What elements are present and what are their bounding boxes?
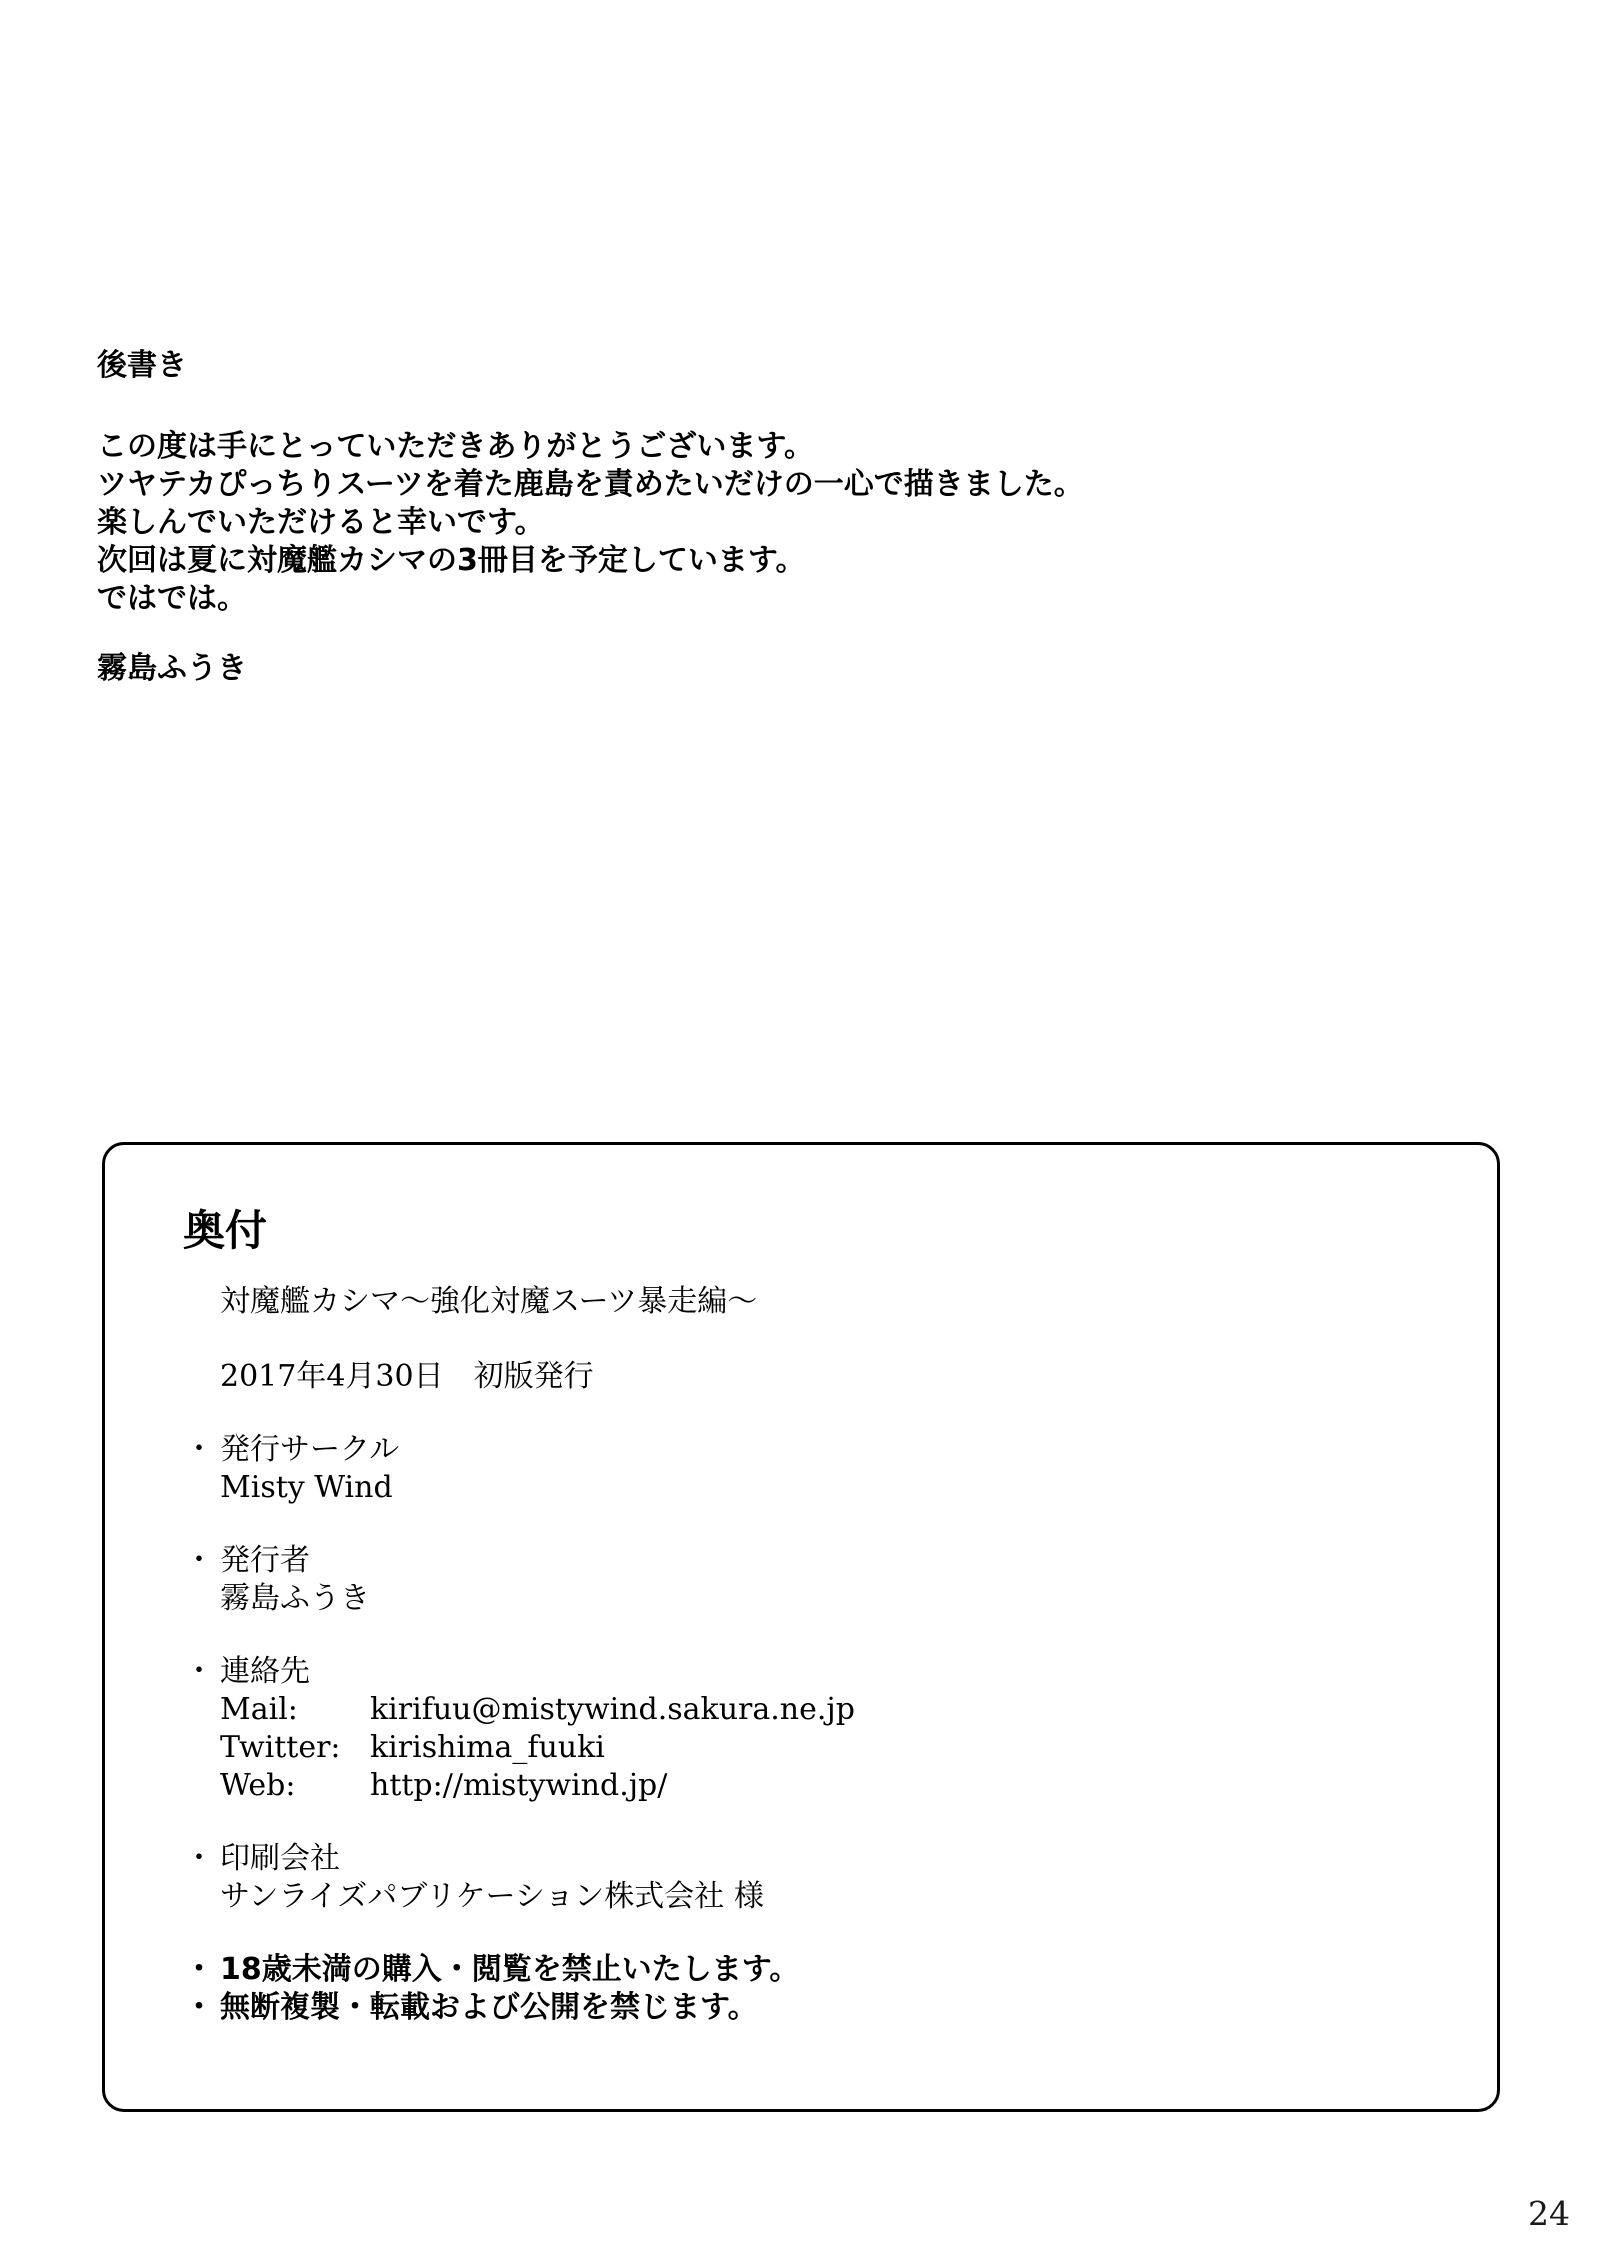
contact-value: http://mistywind.jp/ <box>370 1768 668 1803</box>
bullet-icon: ・ <box>184 1432 214 1467</box>
bullet-icon: ・ <box>184 1654 214 1689</box>
contact-group <box>184 1653 1467 1805</box>
group-label-line <box>184 1542 1467 1580</box>
group-label-line <box>184 1431 1467 1469</box>
group-value: 霧島ふうき <box>220 1581 370 1616</box>
bullet-icon: ・ <box>184 1543 214 1578</box>
colophon-book-title: 対魔艦カシマ～強化対魔スーツ暴走編～ <box>220 1284 758 1319</box>
publishing-circle-group <box>184 1431 1467 1507</box>
printing-company-group <box>184 1840 1467 1916</box>
contact-key: Twitter: <box>220 1730 341 1765</box>
afterword-signature: 霧島ふうき <box>97 651 247 686</box>
contact-row-twitter <box>220 1729 1467 1767</box>
group-label: 印刷会社 <box>220 1841 340 1876</box>
notice-line <box>184 1989 1467 2027</box>
group-label-line <box>184 1653 1467 1691</box>
afterword-section <box>97 347 1084 688</box>
colophon-box <box>102 1142 1500 2112</box>
group-label: 連絡先 <box>220 1654 310 1689</box>
group-label: 発行者 <box>220 1543 310 1578</box>
notice-line <box>184 1951 1467 1989</box>
bullet-icon: ・ <box>184 1841 214 1876</box>
contact-row-mail <box>220 1691 1467 1729</box>
afterword-line: 楽しんでいただけると幸いです。 <box>97 505 545 540</box>
group-value: サンライズパブリケーション株式会社 様 <box>220 1879 764 1914</box>
colophon-publication-date: 2017年4月30日 初版発行 <box>220 1359 594 1394</box>
contact-value: kirifuu@mistywind.sakura.ne.jp <box>370 1692 855 1727</box>
contact-key: Mail: <box>220 1692 298 1727</box>
afterword-line: ではでは。 <box>97 581 247 616</box>
contact-key: Web: <box>220 1768 296 1803</box>
colophon-heading: 奥付 <box>183 1206 268 1255</box>
page-number: 24 <box>1528 2194 1570 2233</box>
publisher-group <box>184 1542 1467 1618</box>
bullet-icon: ・ <box>184 1990 214 2025</box>
contact-value: kirishima_fuuki <box>370 1730 605 1765</box>
afterword-line: この度は手にとっていただきありがとうございます。 <box>97 429 814 464</box>
afterword-line: ツヤテカぴっちりスーツを着た鹿島を責めたいだけの一心で描きました。 <box>97 467 1084 502</box>
group-value: Misty Wind <box>220 1470 393 1505</box>
contact-row-web <box>220 1767 1467 1805</box>
afterword-heading: 後書き <box>97 348 187 383</box>
group-label-line <box>184 1840 1467 1878</box>
group-label: 発行サークル <box>220 1432 400 1467</box>
notice-text: 無断複製・転載および公開を禁じます。 <box>220 1990 758 2025</box>
notices-group <box>184 1951 1467 2027</box>
afterword-paragraph <box>97 428 1084 618</box>
afterword-line: 次回は夏に対魔艦カシマの3冊目を予定しています。 <box>97 543 806 578</box>
bullet-icon: ・ <box>184 1952 214 1987</box>
notice-text: 18歳未満の購入・閲覧を禁止いたします。 <box>220 1952 800 1987</box>
